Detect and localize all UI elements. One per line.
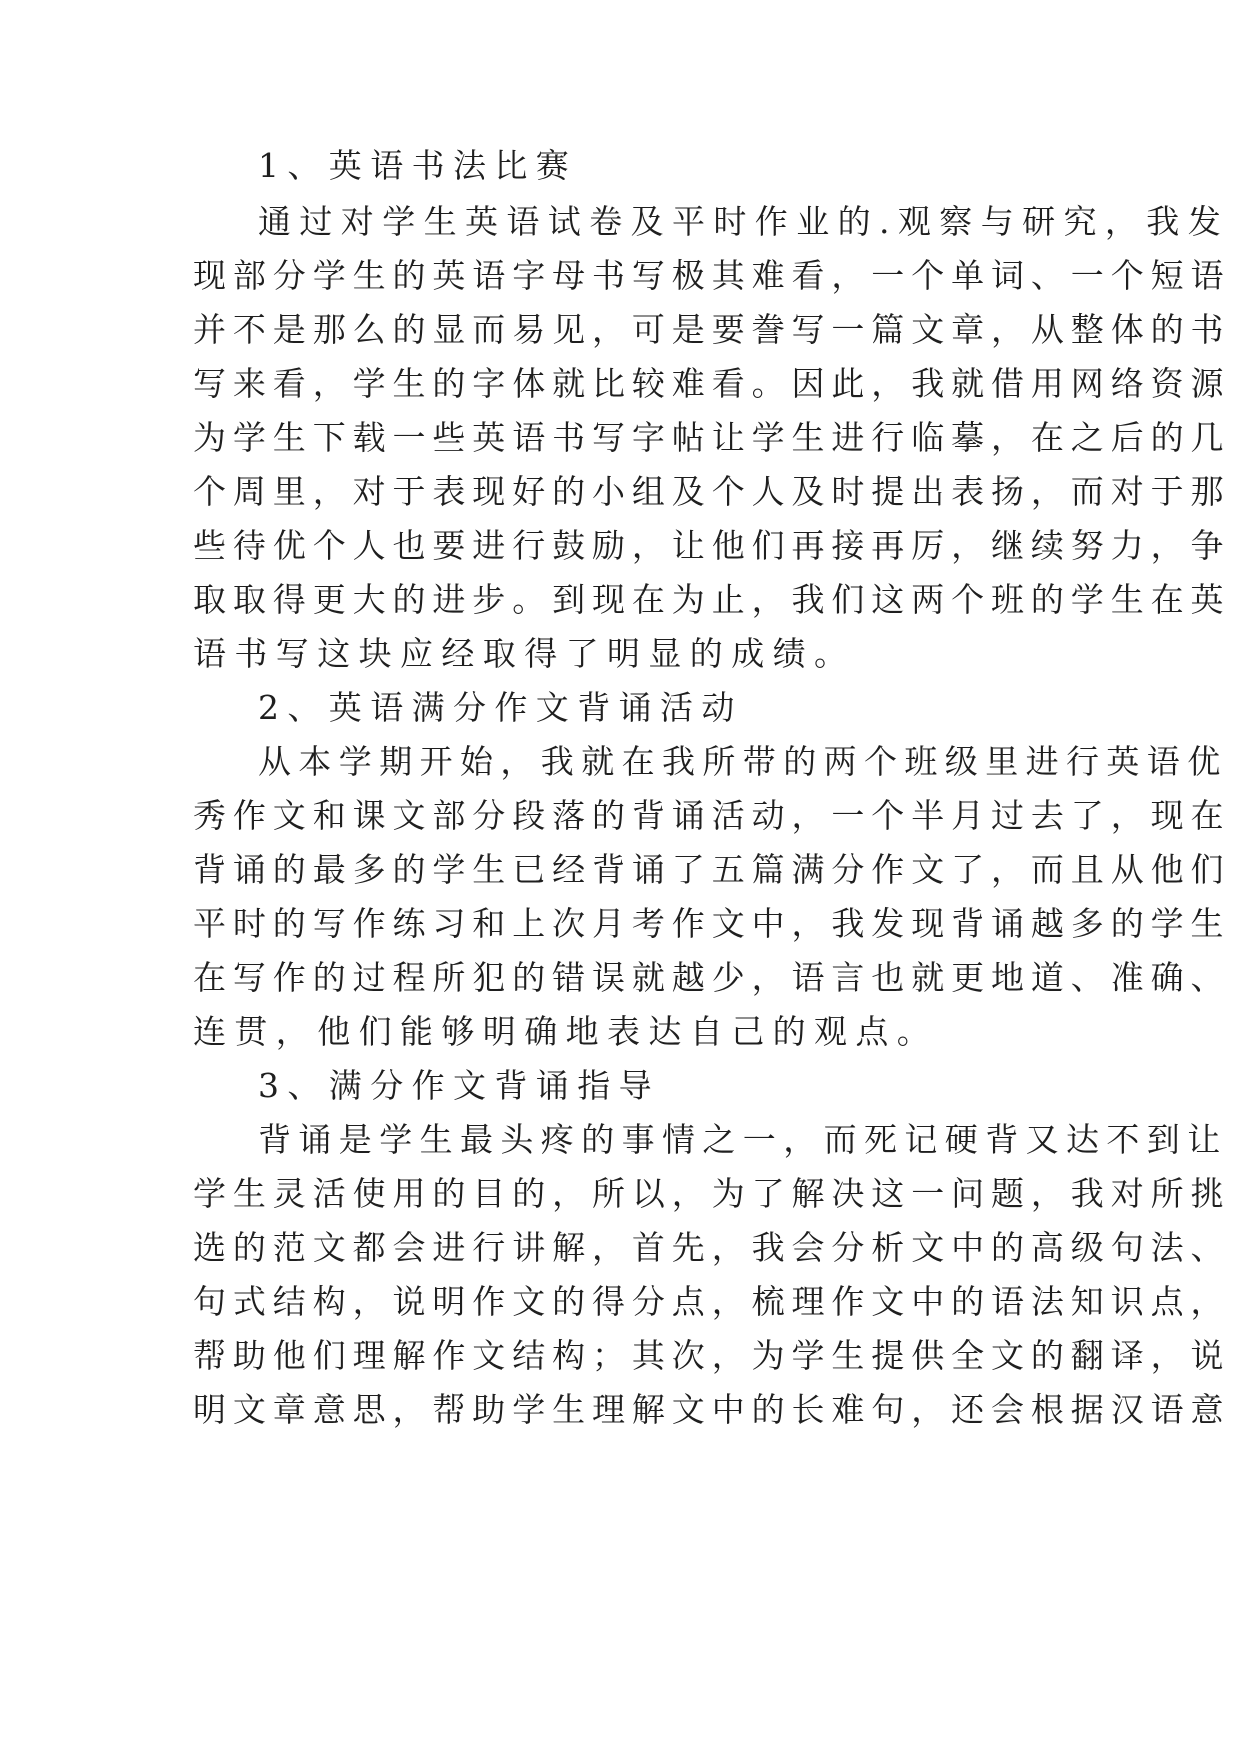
heading-recitation-guidance: 3、满分作文背诵指导 <box>258 1066 660 1105</box>
paragraph-line: 取取得更大的进步。到现在为止，我们这两个班的学生在英 <box>193 580 1231 619</box>
heading-essay-recitation-activity: 2、英语满分作文背诵活动 <box>258 688 743 727</box>
paragraph-line: 从本学期开始，我就在我所带的两个班级里进行英语优 <box>258 742 1228 781</box>
paragraph-line: 语书写这块应经取得了明显的成绩。 <box>193 634 856 673</box>
paragraph-line: 句式结构，说明作文的得分点，梳理作文中的语法知识点， <box>193 1282 1231 1321</box>
paragraph-line: 现部分学生的英语字母书写极其难看，一个单词、一个短语 <box>193 256 1231 295</box>
paragraph-line: 些待优个人也要进行鼓励，让他们再接再厉，继续努力，争 <box>193 526 1231 565</box>
paragraph-line: 学生灵活使用的目的，所以，为了解决这一问题，我对所挑 <box>193 1174 1231 1213</box>
paragraph-line: 平时的写作练习和上次月考作文中，我发现背诵越多的学生 <box>193 904 1231 943</box>
paragraph-line: 连贯，他们能够明确地表达自己的观点。 <box>193 1012 939 1051</box>
paragraph-line: 为学生下载一些英语书写字帖让学生进行临摹，在之后的几 <box>193 418 1231 457</box>
paragraph-line: 并不是那么的显而易见，可是要誊写一篇文章，从整体的书 <box>193 310 1231 349</box>
paragraph-line: 秀作文和课文部分段落的背诵活动，一个半月过去了，现在 <box>193 796 1231 835</box>
heading-calligraphy-contest: 1、英语书法比赛 <box>258 146 578 185</box>
paragraph-line: 选的范文都会进行讲解，首先，我会分析文中的高级句法、 <box>193 1228 1231 1267</box>
paragraph-line: 通过对学生英语试卷及平时作业的.观察与研究，我发 <box>258 202 1230 241</box>
paragraph-line: 明文章意思，帮助学生理解文中的长难句，还会根据汉语意 <box>193 1390 1231 1429</box>
paragraph-line: 在写作的过程所犯的错误就越少，语言也就更地道、准确、 <box>193 958 1231 997</box>
paragraph-line: 背诵的最多的学生已经背诵了五篇满分作文了，而且从他们 <box>193 850 1231 889</box>
paragraph-line: 背诵是学生最头疼的事情之一，而死记硬背又达不到让 <box>258 1120 1228 1159</box>
paragraph-line: 个周里，对于表现好的小组及个人及时提出表扬，而对于那 <box>193 472 1231 511</box>
paragraph-line: 写来看，学生的字体就比较难看。因此，我就借用网络资源 <box>193 364 1231 403</box>
paragraph-line: 帮助他们理解作文结构；其次，为学生提供全文的翻译，说 <box>193 1336 1231 1375</box>
